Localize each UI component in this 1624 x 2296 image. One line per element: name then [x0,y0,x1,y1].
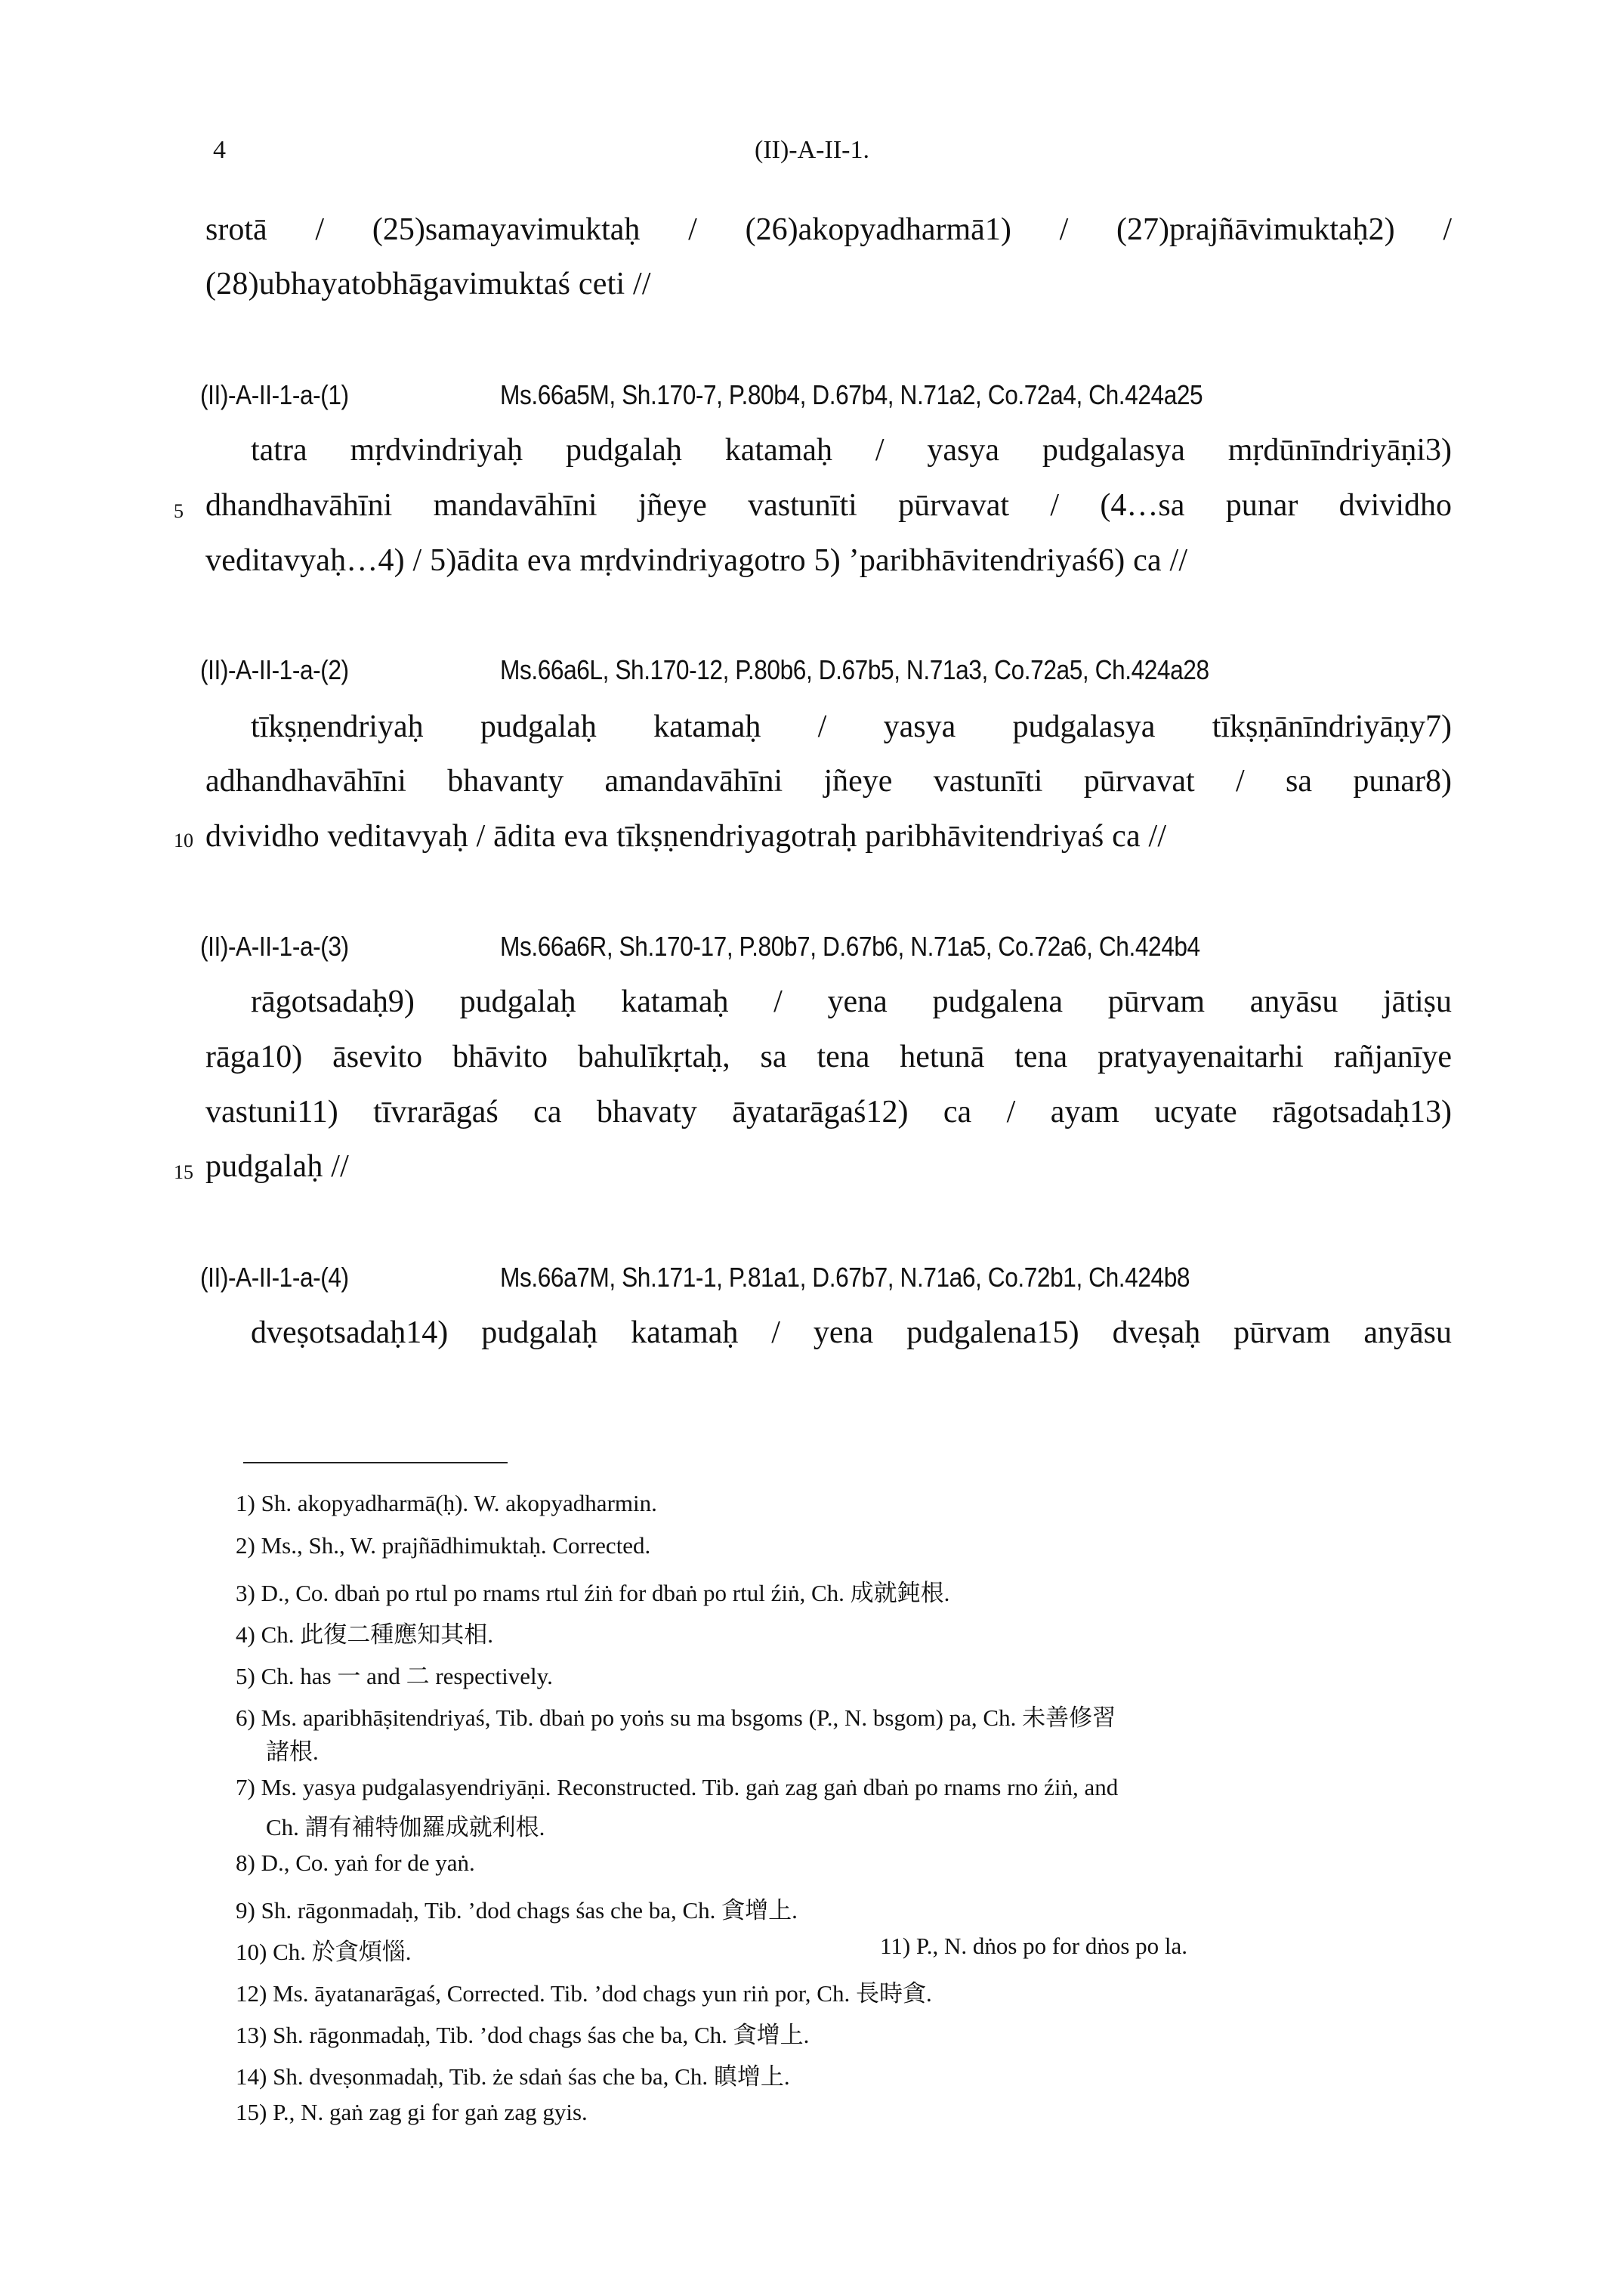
footnote: 9) Sh. rāgonmadaḥ, Tib. ’dod chags śas che ba, Ch. 貪增上. [236,1897,798,1924]
section-id: (II)-A-II-1-a-(4) [200,1262,349,1293]
text-line: veditavyaḥ…4) / 5)ādita eva mṛdvindriyagotro 5) ’paribhāvitendriyaś6) ca // [205,543,1188,578]
footnote: 11) P., N. dṅos po for dṅos po la. [880,1933,1188,1959]
footnote: 1) Sh. akopyadharmā(ḥ). W. akopyadharmin. [236,1490,657,1516]
footnote: 12) Ms. āyatanarāgaś, Corrected. Tib. ’dod chags yun riṅ por, Ch. 長時貪. [236,1980,932,2007]
footnote-continuation: Ch. 謂有補特伽羅成就利根. [266,1814,545,1840]
footnote: 7) Ms. yasya pudgalasyendriyāṇi. Reconstructed. Tib. gaṅ zag gaṅ dbaṅ po rnams rno źiṅ, and [236,1774,1119,1800]
footnote: 10) Ch. 於貪煩惱. [236,1939,412,1965]
text-line: dhandhavāhīni mandavāhīni jñeye vastunīti pūrvavat / (4…sa punar dvividho [205,488,1452,523]
text-line: pudgalaḥ // [205,1149,349,1184]
section-refs: Ms.66a6R, Sh.170-17, P.80b7, D.67b6, N.71a5, Co.72a6, Ch.424b4 [500,931,1200,962]
footnote-continuation: 諸根. [266,1738,319,1765]
footnote: 5) Ch. has 一 and 二 respectively. [236,1663,553,1689]
footnote: 2) Ms., Sh., W. prajñādhimuktaḥ. Corrected. [236,1532,651,1559]
running-head: (II)-A-II-1. [755,136,869,164]
text-line: tatra mṛdvindriyaḥ pudgalaḥ katamaḥ / yasya pudgalasya mṛdūnīndriyāṇi3) [251,433,1452,468]
footnote: 4) Ch. 此復二種應知其相. [236,1621,493,1648]
line-number: 10 [174,830,193,851]
footnote: 3) D., Co. dbaṅ po rtul po rnams rtul źiṅ for dbaṅ po rtul źiṅ, Ch. 成就鈍根. [236,1580,950,1606]
footnote: 15) P., N. gaṅ zag gi for gaṅ zag gyis. [236,2099,588,2125]
section-id: (II)-A-II-1-a-(3) [200,931,349,962]
text-line: rāgotsadaḥ9) pudgalaḥ katamaḥ / yena pudgalena pūrvam anyāsu jātiṣu [251,984,1452,1019]
section-refs: Ms.66a7M, Sh.171-1, P.81a1, D.67b7, N.71a6, Co.72b1, Ch.424b8 [500,1262,1190,1293]
footnote: 14) Sh. dveṣonmadaḥ, Tib. że sdaṅ śas che ba, Ch. 瞋增上. [236,2063,790,2090]
footnote: 13) Sh. rāgonmadaḥ, Tib. ’dod chags śas che ba, Ch. 貪增上. [236,2022,810,2048]
line-number: 5 [174,500,184,522]
line-number: 15 [174,1161,193,1183]
text-line: tīkṣṇendriyaḥ pudgalaḥ katamaḥ / yasya pudgalasya tīkṣṇānīndriyāṇy7) [251,709,1452,744]
text-line: dvividho veditavyaḥ / ādita eva tīkṣṇendriyagotraḥ paribhāvitendriyaś ca // [205,819,1167,854]
footnote-rule [243,1462,508,1463]
page-number: 4 [213,136,226,164]
intro-line-1: srotā / (25)samayavimuktaḥ / (26)akopyadharmā1) / (27)prajñāvimuktaḥ2) / [205,212,1452,247]
section-id: (II)-A-II-1-a-(1) [200,379,349,410]
footnote: 6) Ms. aparibhāṣitendriyaś, Tib. dbaṅ po yoṅs su ma bsgoms (P., N. bsgom) pa, Ch. 未善修習 [236,1704,1116,1731]
section-refs: Ms.66a6L, Sh.170-12, P.80b6, D.67b5, N.71a3, Co.72a5, Ch.424a28 [500,654,1209,685]
text-line: vastuni11) tīvrarāgaś ca bhavaty āyatarāgaś12) ca / ayam ucyate rāgotsadaḥ13) [205,1095,1452,1129]
text-line: adhandhavāhīni bhavanty amandavāhīni jñeye vastunīti pūrvavat / sa punar8) [205,764,1452,799]
text-line: rāga10) āsevito bhāvito bahulīkṛtaḥ, sa tena hetunā tena pratyayenaitarhi rañjanīye [205,1040,1452,1074]
footnote: 8) D., Co. yaṅ for de yaṅ. [236,1849,475,1876]
text-line: dveṣotsadaḥ14) pudgalaḥ katamaḥ / yena pudgalena15) dveṣaḥ pūrvam anyāsu [251,1315,1452,1350]
section-refs: Ms.66a5M, Sh.170-7, P.80b4, D.67b4, N.71a2, Co.72a4, Ch.424a25 [500,379,1203,410]
section-id: (II)-A-II-1-a-(2) [200,654,349,685]
intro-line-2: (28)ubhayatobhāgavimuktaś ceti // [205,267,651,301]
